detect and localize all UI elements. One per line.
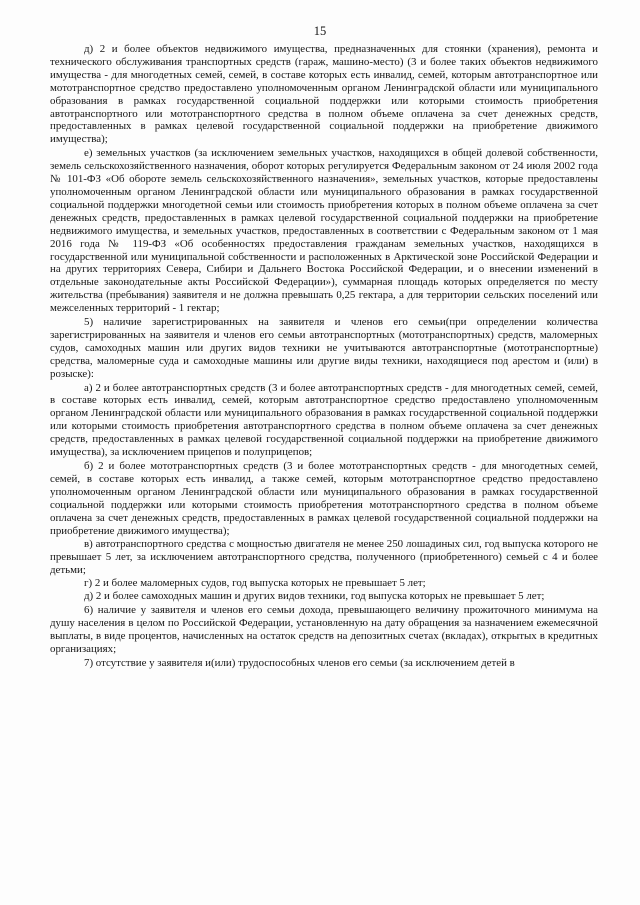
paragraph-a-motor-vehicles: а) 2 и более автотранспортных средств (3 и более автотранспортных средств - для многодетных семей, семей, в составе которых есть инвалид, семей, которым автотранспортное средство предоставлено уполномоченным органом Ленинградской области или муниципального образования в рамках государственной социальной поддержки или которыми стоимость приобретения автотранспортного средства в полном объеме оплачена за счет денежных средств, предоставленных в рамках целевой государственной социальной поддержки на приобретение движимого имущества), за исключением прицепов и полуприцепов; (50, 381, 598, 459)
document-body (50, 43, 598, 670)
page-number: 15 (313, 24, 327, 38)
paragraph-7-absence-of-income: 7) отсутствие у заявителя и(или) трудоспособных членов его семьи (за исключением детей в (84, 656, 515, 669)
paragraph-b-motorcycles: б) 2 и более мототранспортных средств (3 и более мототранспортных средств - для многодетных семей, семей, в составе которых есть инвалид, а также семей, которым мототранспортное средство предоставлено уполномоченным органом Ленинградской области или муниципального образования в рамках государственной социальной поддержки или которыми стоимость приобретения мототранспортного средства в полном объеме оплачена за счет денежных средств, предоставленных в рамках целевой государственной социальной поддержки на приобретение движимого имущества); (50, 460, 598, 537)
paragraph-5-registered-vehicles: 5) наличие зарегистрированных на заявителя и членов его семьи(при определении количества зарегистрированных на заявителя и членов его семьи автотранспортных (мототранспортных) средств, маломерных судов, самоходных машин или других видов техники не учитываются автотранспортные (мототранспортные) средства, маломерные суда и самоходные машины или другие виды техники, находящиеся под арестом и (или) в розыске): (50, 316, 598, 380)
paragraph-g-small-vessels: г) 2 и более маломерных судов, год выпуска которых не превышает 5 лет; (84, 577, 426, 590)
paragraph-d-parking-property: д) 2 и более объектов недвижимого имущества, предназначенных для стоянки (хранения), ремонта и технического обслуживания транспортных средств (гараж, машино-место) (3 и более таких объектов недвижимого имущества - для многодетных семей, семей, в составе которых есть инвалид, семей, которым автотранспортное или мототранспортное средство предоставлено уполномоченным органом Ленинградской области или муниципального образования в рамках государственной социальной поддержки или которыми стоимость приобретения автотранспортного или мототранспортного средства в полном объеме оплачена за счет денежных средств, предоставленных в рамках целевой государственной социальной поддержки на приобретение движимого имущества); (50, 43, 598, 146)
paragraph-e-land-plots: е) земельных участков (за исключением земельных участков, находящихся в общей долевой собственности, земель сельскохозяйственного назначения, оборот которых регулируется Федеральным законом от 24 июля 2002 года № 101-ФЗ «Об обороте земель сельскохозяйственного назначения», земельных участков, которые предоставлены уполномоченным органом Ленинградской области или муниципального образования в рамках государственной социальной поддержки многодетной семьи или стоимость приобретения которых в полном объеме оплачена за счет денежных средств, предоставленных в рамках целевой государственной социальной поддержки на приобретение недвижимого имущества, и земельных участков, предоставленных в соответствии с Федеральным законом от 1 мая 2016 года № 119-ФЗ «Об особенностях предоставления гражданам земельных участков, находящихся в государственной или муниципальной собственности и расположенных в Арктической зоне Российской Федерации и на других территориях Севера, Сибири и Дальнего Востока Российской Федерации, и о внесении изменений в отдельные законодательные акты Российской Федерации»), суммарная площадь которых определяется по месту жительства (пребывания) заявителя и не должна превышать 0,25 гектара, а для территории сельских поселений или межселенных территорий - 1 гектар; (50, 147, 598, 315)
paragraph-v-engine-power: в) автотранспортного средства с мощностью двигателя не менее 250 лошадиных сил, год выпуска которого не превышает 5 лет, за исключением автотранспортного средства, полученного (приобретенного) семьей с 4 и более детьми; (50, 538, 598, 577)
paragraph-6-interest-income: 6) наличие у заявителя и членов его семьи дохода, превышающего величину прожиточного минимума на душу населения в целом по Российской Федерации, установленную на дату обращения за назначением ежемесячной выплаты, в виде процентов, начисленных на остаток средств на депозитных счетах (вкладах), открытых в кредитных организациях; (50, 603, 598, 655)
paragraph-d-self-propelled-machines: д) 2 и более самоходных машин и других видов техники, год выпуска которых не превышает 5 лет; (84, 590, 545, 603)
